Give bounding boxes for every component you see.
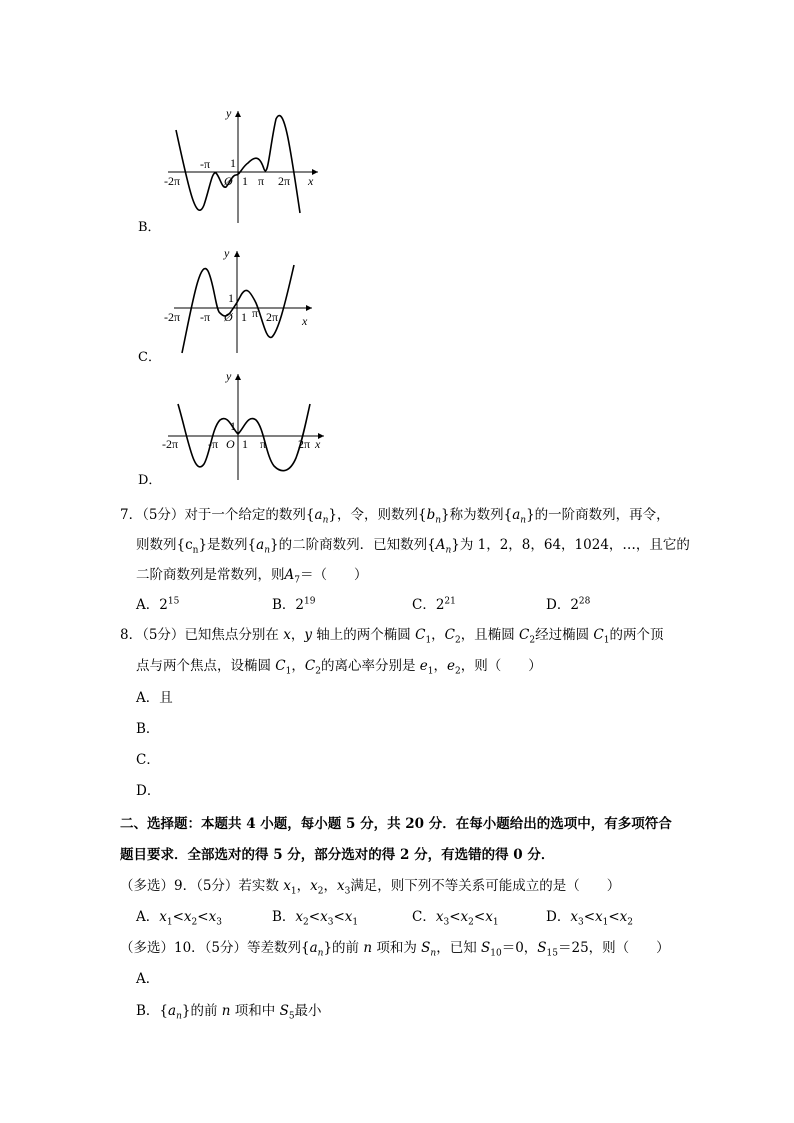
var: n <box>221 1003 231 1019</box>
sub: 10 <box>490 948 502 959</box>
text: 轴上的两个椭圆 <box>312 627 411 643</box>
q7-number: 7．（5分） <box>120 507 185 523</box>
sub: 3 <box>216 917 222 928</box>
var: x <box>320 909 328 925</box>
text: C．2 <box>412 597 445 613</box>
text: 最小 <box>294 1003 322 1019</box>
sub: 1 <box>166 917 173 928</box>
x-label: x <box>315 437 321 451</box>
q8-option-d[interactable]: D． <box>136 783 161 799</box>
text: （多选）9．（5分）若实数 <box>120 878 279 894</box>
text: D．2 <box>546 597 579 613</box>
tick-neg-2pi: -2π <box>162 437 179 451</box>
sup: 21 <box>444 596 456 607</box>
text: }为 1，2，8，64，1024，…，且它的 <box>451 537 690 553</box>
text: ， <box>433 658 447 674</box>
sub: 2 <box>627 917 634 928</box>
var: S <box>421 940 431 956</box>
q9-option-a[interactable] <box>136 905 222 928</box>
origin-label: Ø <box>224 174 233 188</box>
text: }的一阶商数列，再令， <box>526 507 670 523</box>
var: x <box>595 909 603 925</box>
var: x <box>435 909 444 925</box>
tick-neg-2pi: -2π <box>164 174 181 188</box>
text: （多选）10．（5分）等差数列{ <box>120 940 310 956</box>
sub: n <box>192 545 199 556</box>
sub: n <box>520 515 527 526</box>
q7-option-b[interactable] <box>272 593 315 613</box>
tick-2pi: 2π <box>278 174 291 188</box>
var: x <box>283 627 291 643</box>
var: S <box>537 940 547 956</box>
text: ＝（ ） <box>299 567 368 583</box>
q9-option-d[interactable] <box>546 905 633 928</box>
text: B． <box>272 909 296 925</box>
text: }是数列{ <box>198 537 257 553</box>
graph-d <box>160 368 335 483</box>
var: C <box>593 627 604 643</box>
var: S <box>279 1003 289 1019</box>
text: }，令，则数列{ <box>328 507 427 523</box>
var: a <box>256 537 265 553</box>
tick-one: 1 <box>242 174 248 188</box>
graph-c <box>160 245 330 360</box>
curve-c <box>182 265 294 353</box>
var: C <box>304 658 316 674</box>
sub: 7 <box>294 575 300 586</box>
text: B．2 <box>272 597 305 613</box>
q9-option-b[interactable] <box>272 905 358 928</box>
q7-option-a[interactable] <box>136 593 179 613</box>
origin-label: O <box>226 437 235 451</box>
text: < <box>473 909 486 925</box>
text: < <box>197 909 209 925</box>
sub: 3 <box>344 886 351 897</box>
y-label: y <box>224 246 230 260</box>
sub: 2 <box>317 886 324 897</box>
text: A．2 <box>136 597 168 613</box>
var: y <box>304 627 312 643</box>
sub: 2 <box>315 666 321 677</box>
sub: n <box>176 1011 182 1022</box>
var: x <box>619 909 628 925</box>
text: ＝25，则（ ） <box>558 940 670 956</box>
text: }称为数列{ <box>441 507 513 523</box>
text: < <box>333 909 345 925</box>
sub: n <box>430 948 437 959</box>
text: }的前 <box>323 940 360 956</box>
text: < <box>449 909 461 925</box>
sub: 1 <box>427 666 434 677</box>
sub: 1 <box>425 635 432 646</box>
text: 已知焦点分别在 <box>184 627 279 643</box>
text: D． <box>546 909 571 925</box>
q10-stem <box>120 936 670 959</box>
sub: n <box>264 545 270 556</box>
tick-pi: π <box>258 174 265 188</box>
sub: 1 <box>290 886 297 897</box>
var: A <box>284 567 295 583</box>
var: e <box>419 658 428 674</box>
y-label: y <box>226 106 232 120</box>
text: ， <box>296 878 311 894</box>
q7-option-c[interactable] <box>412 593 456 613</box>
tick-one: 1 <box>242 437 248 451</box>
sub: 1 <box>602 917 609 928</box>
sub: 1 <box>492 917 499 928</box>
var: x <box>310 878 318 894</box>
var: a <box>309 940 318 956</box>
one-label: 1 <box>230 419 236 433</box>
var: b <box>426 507 436 523</box>
y-label: y <box>226 369 232 383</box>
text: 项和为 <box>376 940 417 956</box>
var: C <box>519 627 530 643</box>
q8-line2 <box>136 654 542 677</box>
text: 项和中 <box>234 1003 276 1019</box>
text: ， <box>323 878 337 894</box>
q10-option-b[interactable] <box>136 999 322 1022</box>
one-label: 1 <box>228 291 234 305</box>
tick-neg-pi: -π <box>200 157 211 171</box>
var: x <box>336 878 345 894</box>
var: x <box>183 909 192 925</box>
var: S <box>481 940 491 956</box>
var: A <box>435 537 446 553</box>
origin-label: Ø <box>224 310 233 324</box>
var: C <box>444 627 456 643</box>
x-label: x <box>308 174 314 188</box>
text: ， <box>290 627 305 643</box>
sub: 3 <box>577 917 584 928</box>
q8-number: 8．（5分） <box>120 627 185 643</box>
q7-line2 <box>136 533 690 556</box>
sub: 3 <box>327 917 334 928</box>
sub: 2 <box>454 666 461 677</box>
text: 点与两个焦点，设椭圆 <box>136 658 271 674</box>
tick-pi: π <box>260 437 267 451</box>
y-axis-arrow <box>235 374 241 380</box>
x-label: x <box>302 314 308 328</box>
sub: 1 <box>285 666 292 677</box>
sub: n <box>445 545 452 556</box>
var: a <box>168 1003 177 1019</box>
text: < <box>608 909 620 925</box>
text: 经过椭圆 <box>535 627 590 643</box>
text: ， <box>431 627 445 643</box>
one-label: 1 <box>230 156 236 170</box>
sub: 1 <box>352 917 359 928</box>
q7-line3 <box>136 563 367 586</box>
text: 的两个顶 <box>609 627 664 643</box>
var: e <box>446 658 455 674</box>
tick-pi: π <box>252 306 259 320</box>
var: n <box>363 940 373 956</box>
x-axis-arrow <box>306 305 312 311</box>
q10-option-a[interactable]: A． <box>136 971 160 987</box>
text: }的前 <box>181 1003 218 1019</box>
section2-heading-line2: 题目要求．全部选对的得 5 分，部分选对的得 2 分，有选错的得 0 分． <box>120 847 555 863</box>
q8-line1 <box>120 623 664 646</box>
text: 满足，则下列不等关系可能成立的是（ ） <box>350 878 621 894</box>
sub: 1 <box>603 635 610 646</box>
sub: n <box>322 515 329 526</box>
option-c-label: C． <box>138 350 161 365</box>
var: x <box>208 909 217 925</box>
text: B．{ <box>136 1003 169 1019</box>
sub: 2 <box>468 917 474 928</box>
tick-neg-2pi: -2π <box>164 310 181 324</box>
sub: 2 <box>455 635 461 646</box>
sub: 2 <box>529 635 536 646</box>
var: a <box>512 507 521 523</box>
tick-neg-pi: -π <box>200 310 211 324</box>
var: x <box>295 909 304 925</box>
tick-one: 1 <box>241 310 247 324</box>
y-axis-arrow <box>234 251 240 257</box>
graph-b <box>160 105 330 230</box>
text: < <box>308 909 321 925</box>
text: < <box>583 909 595 925</box>
option-b-label: B． <box>138 220 161 235</box>
var: x <box>283 878 291 894</box>
q8-option-b[interactable]: B． <box>136 721 160 737</box>
sup: 19 <box>304 596 316 607</box>
q7-line1 <box>120 503 670 526</box>
y-axis-arrow <box>235 111 241 117</box>
text: < <box>172 909 184 925</box>
var: x <box>570 909 578 925</box>
option-d-label: D． <box>138 473 162 488</box>
section2-heading-line1: 二、选择题：本题共 4 小题，每小题 5 分，共 20 分．在每小题给出的选项中，有多项符合 <box>120 816 672 832</box>
var: C <box>415 627 426 643</box>
text: A． <box>136 909 160 925</box>
q9-option-c[interactable] <box>412 905 499 928</box>
text: 的离心率分别是 <box>320 658 416 674</box>
sub: 5 <box>288 1011 295 1022</box>
text: ，已知 <box>436 940 477 956</box>
text: C． <box>412 909 436 925</box>
var: x <box>485 909 493 925</box>
sup: 28 <box>578 596 591 607</box>
sub: n <box>317 948 324 959</box>
var: x <box>460 909 469 925</box>
var: x <box>344 909 353 925</box>
var: a <box>314 507 323 523</box>
sub: n <box>435 515 442 526</box>
q8-option-a[interactable]: A．且 <box>136 690 173 706</box>
tick-neg-pi: -π <box>208 437 219 451</box>
text: 二阶商数列是常数列，则 <box>136 567 285 583</box>
text: 则数列{c <box>136 537 193 553</box>
sub: 15 <box>546 948 558 959</box>
text: ， <box>291 658 305 674</box>
text: }的二阶商数列．已知数列{ <box>270 537 436 553</box>
var: C <box>275 658 286 674</box>
text: 对于一个给定的数列{ <box>184 507 315 523</box>
sub: 3 <box>443 917 450 928</box>
var: x <box>159 909 167 925</box>
q7-option-d[interactable] <box>546 593 590 613</box>
sup: 15 <box>167 596 180 607</box>
tick-2pi: 2π <box>266 310 279 324</box>
sub: 2 <box>191 917 198 928</box>
text: ，且椭圆 <box>460 627 515 643</box>
sub: 2 <box>303 917 309 928</box>
tick-2pi: 2π <box>298 437 311 451</box>
text: ＝0， <box>501 940 538 956</box>
q8-option-c[interactable]: C． <box>136 752 160 768</box>
text: ，则（ ） <box>460 658 542 674</box>
q9-stem <box>120 874 620 897</box>
